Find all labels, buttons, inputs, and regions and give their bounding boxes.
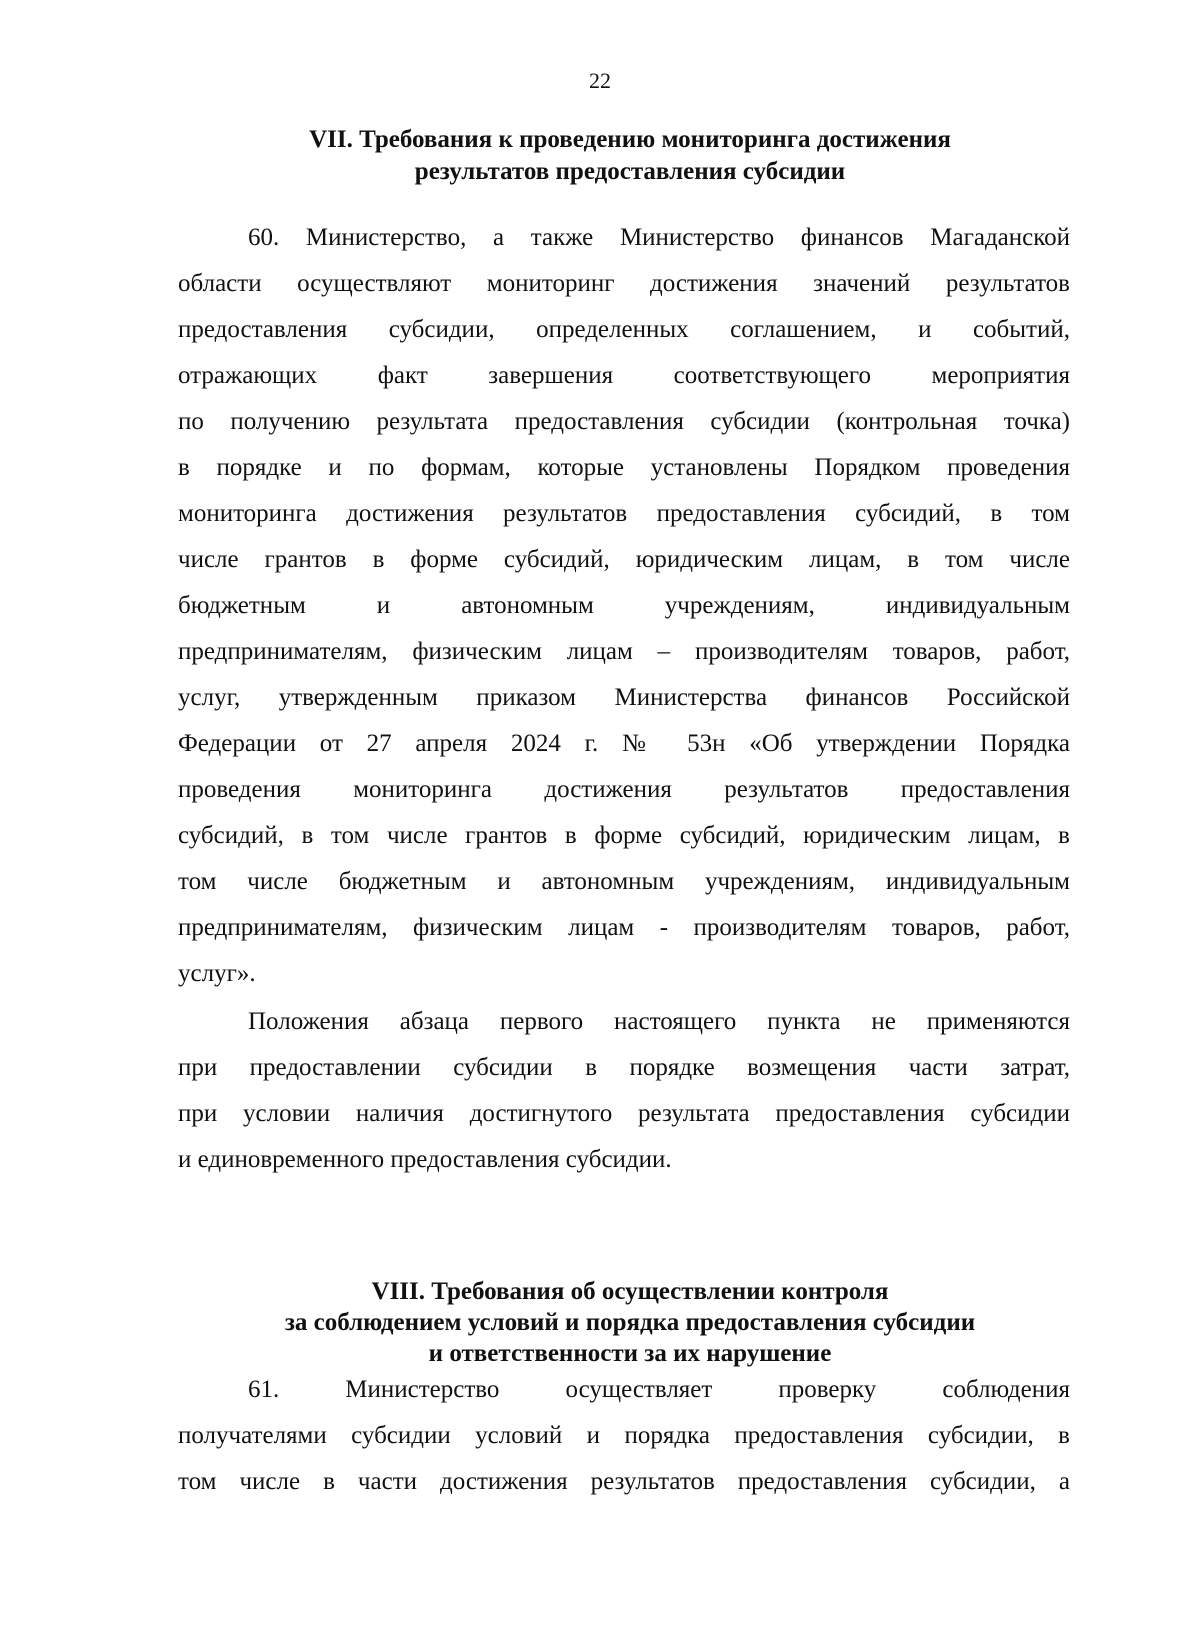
section-8-heading [180,1276,1080,1369]
heading-line: результатов предоставления субсидии [414,158,846,185]
paragraph-line: отражающих факт завершения соответствующего мероприятия [178,362,1070,389]
paragraph-line: числе грантов в форме субсидий, юридическим лицам, в том числе [178,546,1070,573]
heading-line: и ответственности за их нарушение [428,1340,832,1367]
section-7-heading [180,124,1080,188]
paragraph-line: при условии наличия достигнутого результата предоставления субсидии [178,1100,1070,1127]
paragraph-line: 60. Министерство, а также Министерство финансов Магаданской [248,224,1070,251]
heading-line: за соблюдением условий и порядка предоставления субсидии [284,1309,976,1336]
paragraph-line: Федерации от 27 апреля 2024 г. № 53н «Об утверждении Порядка [178,730,1070,757]
paragraph-line: 61. Министерство осуществляет проверку соблюдения [248,1376,1070,1403]
paragraph-line: предпринимателям, физическим лицам – производителям товаров, работ, [178,638,1070,665]
heading-line: VIII. Требования об осуществлении контроля [371,1278,889,1305]
paragraph-line: области осуществляют мониторинг достижения значений результатов [178,270,1070,297]
paragraph-line: мониторинга достижения результатов предоставления субсидий, в том [178,500,1070,527]
paragraph-line: предпринимателям, физическим лицам - производителям товаров, работ, [178,914,1070,941]
paragraph-line: при предоставлении субсидии в порядке возмещения части затрат, [178,1054,1070,1081]
paragraph-line: предоставления субсидии, определенных соглашением, и событий, [178,316,1070,343]
paragraph-line: услуг». [178,960,256,987]
paragraph-line: том числе бюджетным и автономным учреждениям, индивидуальным [178,868,1070,895]
paragraph-line: субсидий, в том числе грантов в форме субсидий, юридическим лицам, в [178,822,1070,849]
paragraph-line: услуг, утвержденным приказом Министерства финансов Российской [178,684,1070,711]
paragraph-line: и единовременного предоставления субсидии. [178,1146,672,1173]
page-number: 22 [589,68,611,93]
paragraph-line: в порядке и по формам, которые установлены Порядком проведения [178,454,1070,481]
heading-line: VII. Требования к проведению мониторинга достижения [309,126,951,153]
paragraph-line: бюджетным и автономным учреждениям, индивидуальным [178,592,1070,619]
paragraph-line: получателями субсидии условий и порядка предоставления субсидии, в [178,1422,1070,1449]
paragraph-line: по получению результата предоставления субсидии (контрольная точка) [178,408,1070,435]
paragraph-line: проведения мониторинга достижения результатов предоставления [178,776,1070,803]
paragraph-line: том числе в части достижения результатов предоставления субсидии, а [178,1468,1070,1495]
paragraph-line: Положения абзаца первого настоящего пункта не применяются [248,1008,1070,1035]
